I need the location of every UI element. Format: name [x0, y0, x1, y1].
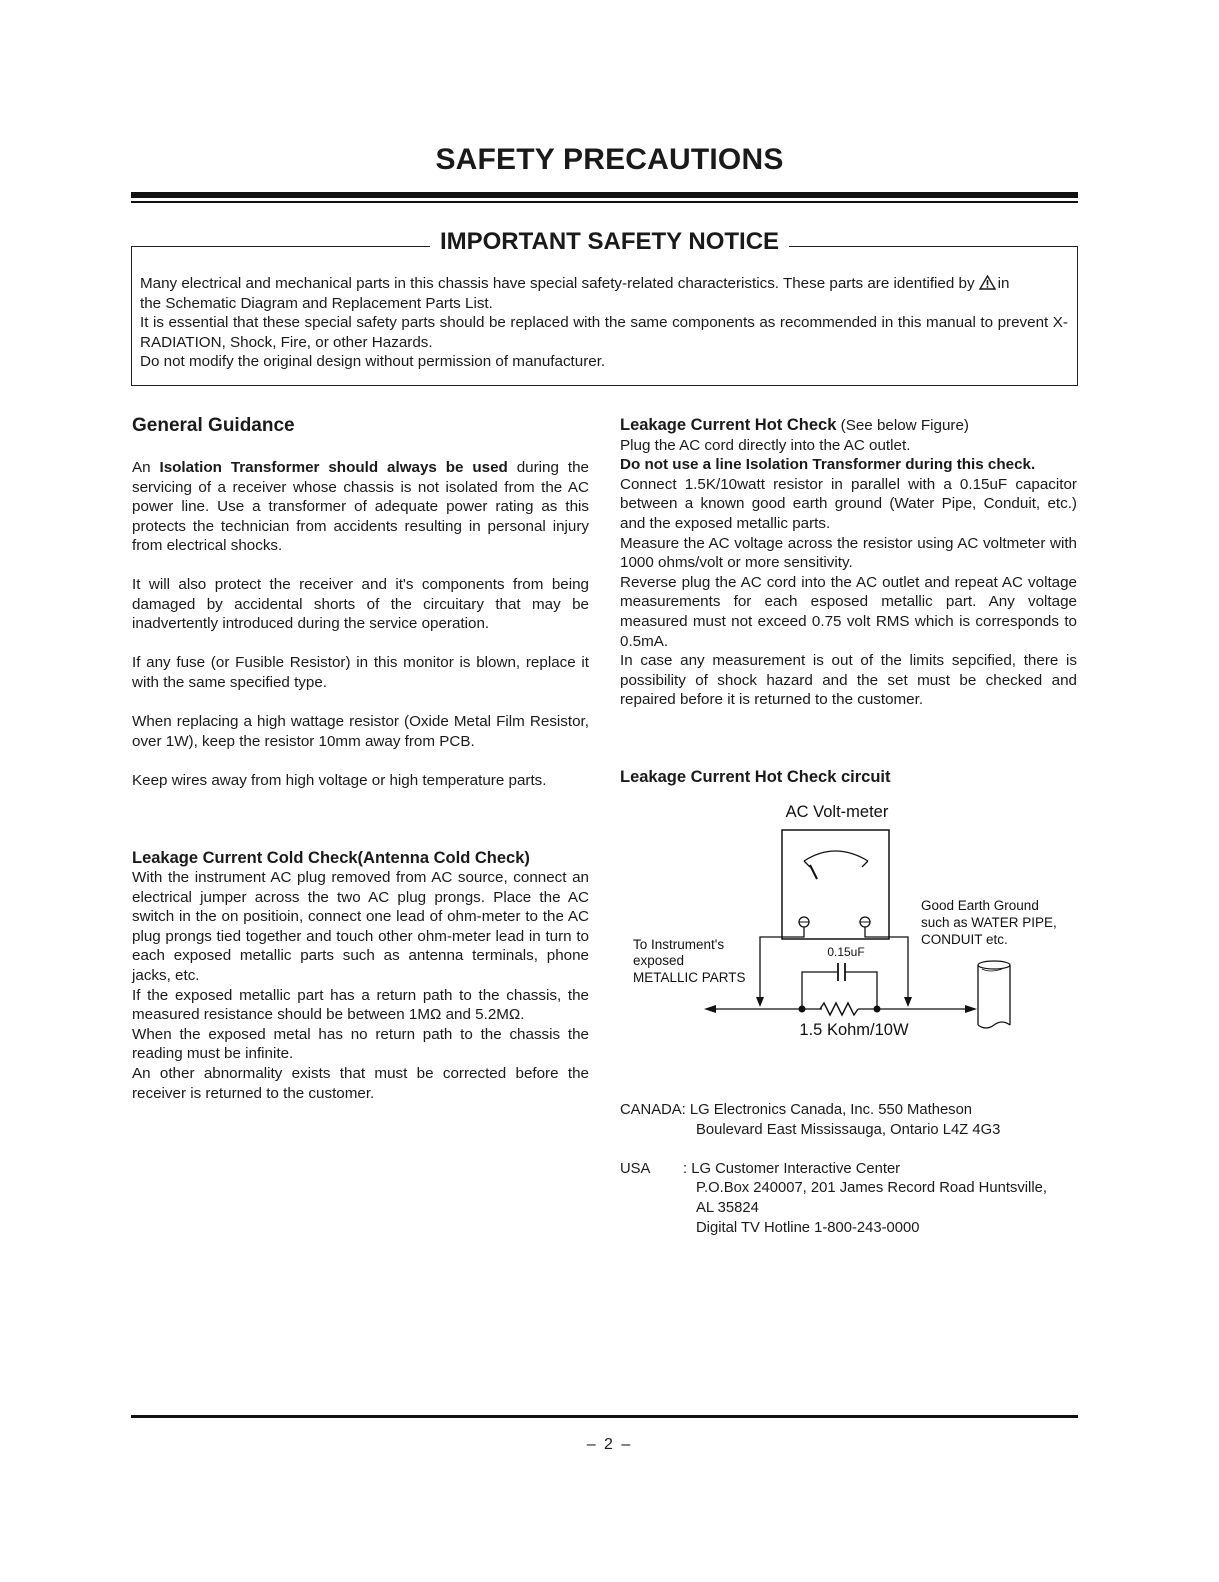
cold-check-p4: An other abnormality exists that must be corrected before the receiver is returned to the customer. — [132, 1064, 589, 1102]
general-p2-text: It will also protect the receiver and it's components from being damaged by accidental shorts of the circuitary that may be inadvertently introduced during the service operation. — [132, 576, 589, 633]
usa-line-1: : LG Customer Interactive Center — [683, 1160, 901, 1177]
ground-label-2: such as WATER PIPE, — [921, 915, 1057, 930]
warning-triangle-icon — [979, 275, 996, 290]
general-p1-pre: An — [132, 459, 151, 476]
notice-title-wrap — [0, 228, 1219, 256]
canada-line-1: LG Electronics Canada, Inc. 550 Matheson — [689, 1102, 973, 1118]
contacts-block — [620, 1101, 1080, 1239]
hot-check-l1: Plug the AC cord directly into the AC outlet. — [620, 436, 911, 454]
hot-check-l4: Measure the AC voltage across the resistor using AC voltmeter with 1000 ohms/volt or more sensitivity. — [620, 534, 1077, 572]
usa-line-4: Digital TV Hotline 1-800-243-0000 — [696, 1219, 920, 1236]
usa-line-3: AL 35824 — [696, 1200, 759, 1217]
notice-para-2: It is essential that these special safety parts should be replaced with the same components as recommended in this manual to prevent X-RADIATION, Shock, Fire, or other Hazards. — [140, 314, 1068, 351]
notice-line-2: the Schematic Diagram and Replacement Parts List. — [140, 294, 493, 312]
notice-title: IMPORTANT SAFETY NOTICE — [430, 228, 789, 255]
capacitor-label: 0.15uF — [827, 945, 865, 959]
general-p1-post: during the servicing of a receiver whose chassis is not isolated from the AC power line. Use a transformer of adequate power rating as this protects the technician from accidents resulting in personal injury from electrical shocks. — [132, 459, 589, 555]
general-para-1 — [132, 458, 589, 556]
canada-row — [620, 1101, 1080, 1121]
general-para-4 — [132, 712, 589, 751]
circuit-heading: Leakage Current Hot Check circuit — [620, 768, 891, 786]
meter-needle — [810, 865, 817, 879]
hot-check-l2: Do not use a line Isolation Transformer during this check. — [620, 456, 1036, 474]
notice-line-1-end: in — [997, 275, 1010, 292]
instrument-label-2: exposed — [633, 953, 685, 968]
meter-scale — [804, 851, 868, 861]
resistor-label: 1.5 Kohm/10W — [799, 1021, 909, 1039]
arrow-to-ground — [965, 1005, 977, 1013]
canada-label: CANADA: — [620, 1102, 686, 1118]
general-p3-text: If any fuse (or Fusible Resistor) in this monitor is blown, replace it with the same specified type. — [132, 654, 589, 691]
general-para-5 — [132, 771, 589, 791]
notice-line-1 — [140, 274, 1068, 294]
usa-row — [620, 1160, 1080, 1180]
ground-label-1: Good Earth Ground — [921, 898, 1039, 913]
general-p1-bold: Isolation Transformer should always be used — [159, 459, 508, 476]
usa-label: USA — [620, 1160, 651, 1177]
general-p5-text: Keep wires away from high voltage or high temperature parts. — [132, 772, 547, 789]
hot-check-l6: In case any measurement is out of the limits sepcified, there is possibility of shock hazard and the set must be checked and repaired before it is returned to the customer. — [620, 652, 1077, 709]
hot-check-circuit-diagram — [620, 795, 1080, 1045]
ground-label-3: CONDUIT etc. — [921, 932, 1008, 947]
hot-check-heading-note: (See below Figure) — [840, 417, 969, 434]
cold-check-p1: With the instrument AC plug removed from AC source, connect an electrical jumper across the two AC plug prongs. Place the AC switch in the on positioin, connect one lead of ohm-meter to the AC plug prongs tied together and touch other ohm-meter lead in turn to each exposed metallic parts such as antenna terminals, phone jacks, etc. — [132, 869, 589, 984]
title-rule-thin — [131, 201, 1078, 203]
meter-scale-ends — [804, 861, 868, 867]
general-p4-text: When replacing a high wattage resistor (Oxide Metal Film Resistor, over 1W), keep the resistor 10mm away from PCB. — [132, 713, 589, 750]
hot-check-l3: Connect 1.5K/10watt resistor in parallel with a 0.15uF capacitor between a known good earth ground (Water Pipe, Conduit, etc.) and the exposed metallic parts. — [620, 475, 1077, 532]
page-title: SAFETY PRECAUTIONS — [435, 143, 784, 176]
hot-check-l5: Reverse plug the AC cord into the AC outlet and repeat AC voltage measurements for each esposed metallic part. Any voltage measured must not exceed 0.75 volt RMS which is corresponds to 0.5mA. — [620, 573, 1077, 650]
page-number: – 2 – — [586, 1436, 633, 1453]
meter-label: AC Volt-meter — [785, 803, 889, 821]
title-rule-thick — [131, 192, 1078, 198]
cold-check-p2: If the exposed metallic part has a return path to the chassis, the measured resistance should be between 1MΩ and 5.2MΩ. — [132, 986, 589, 1024]
voltmeter-box — [782, 830, 889, 939]
notice-body — [140, 274, 1068, 372]
notice-para-3: Do not modify the original design without permission of manufacturer. — [140, 353, 606, 371]
instrument-label-3: METALLIC PARTS — [633, 970, 746, 985]
water-pipe-icon — [978, 961, 1010, 1028]
hot-check-body — [620, 416, 1077, 710]
cold-check-p3: When the exposed metal has no return path to the chassis the reading must be infinite. — [132, 1025, 589, 1063]
usa-line-2: P.O.Box 240007, 201 James Record Road Huntsville, — [696, 1180, 1047, 1197]
cold-check-heading: Leakage Current Cold Check(Antenna Cold Check) — [132, 849, 530, 867]
general-para-2 — [132, 575, 589, 634]
notice-line-1-text: Many electrical and mechanical parts in this chassis have special safety-related characteristics. These parts are identified by — [140, 275, 975, 292]
general-guidance-heading: General Guidance — [132, 415, 295, 436]
instrument-label-1: To Instrument's — [633, 937, 725, 952]
hot-check-heading: Leakage Current Hot Check — [620, 416, 837, 434]
footer-rule — [131, 1415, 1078, 1418]
cold-check-body — [132, 868, 589, 1103]
arrow-to-instrument — [704, 1005, 716, 1013]
canada-line-2: Boulevard East Mississauga, Ontario L4Z 4G3 — [696, 1121, 1001, 1138]
general-para-3 — [132, 653, 589, 692]
